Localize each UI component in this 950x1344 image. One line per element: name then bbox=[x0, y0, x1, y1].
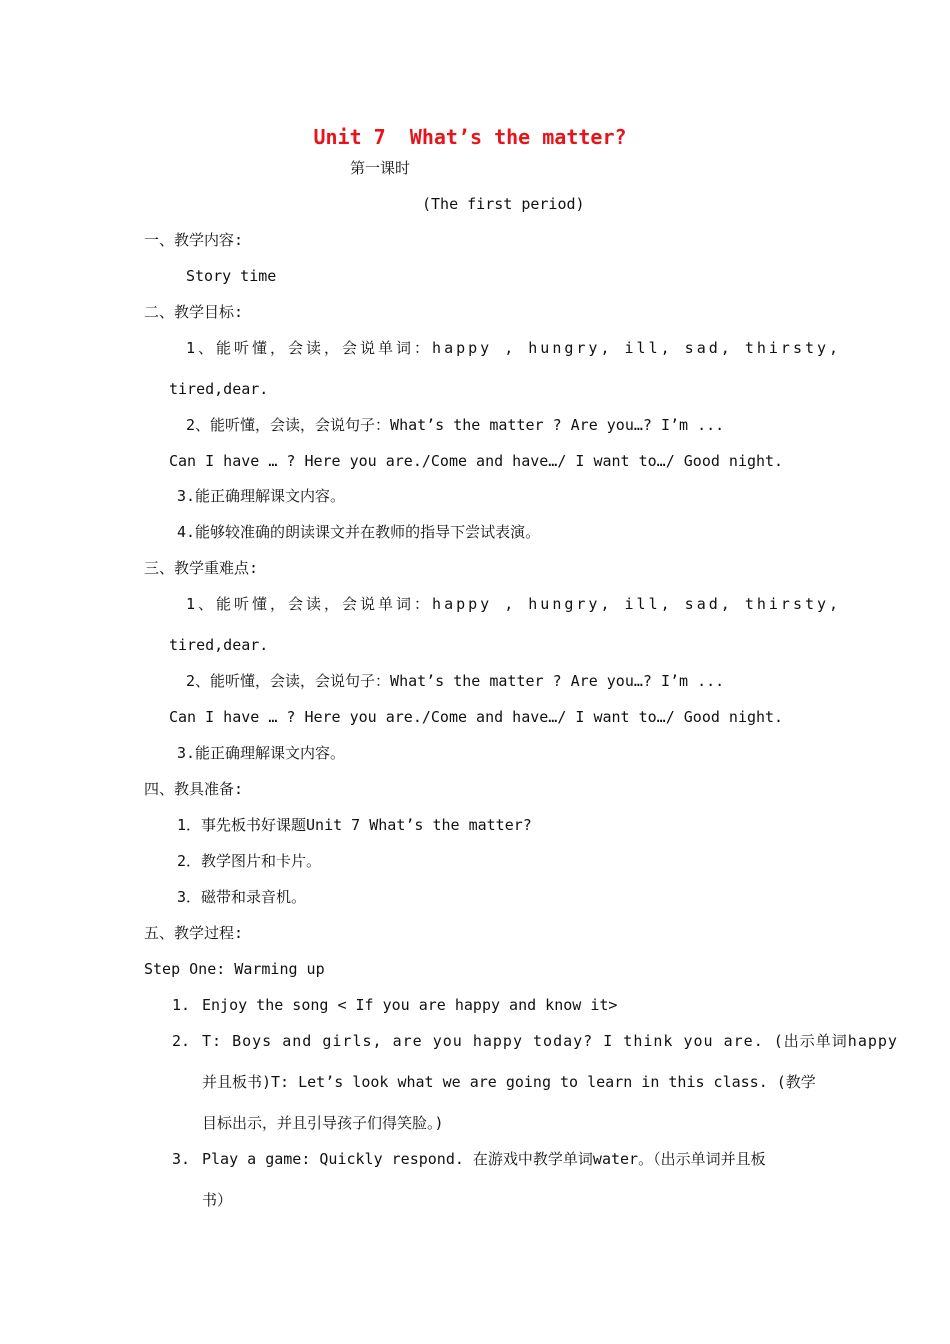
goal-1-line-2: tired,dear. bbox=[169, 380, 269, 398]
step-2-number: 2. bbox=[172, 1032, 191, 1050]
step-2-line-1: T: Boys and girls, are you happy today? I think you are. (出示单词happy bbox=[202, 1032, 898, 1050]
step-1-number: 1. bbox=[172, 996, 191, 1014]
goal-3: 3.能正确理解课文内容。 bbox=[177, 487, 346, 505]
step-one-heading: Step One: Warming up bbox=[144, 960, 325, 978]
process-heading: 五、教学过程: bbox=[144, 924, 244, 942]
step-2-line-2: 并且板书)T: Let’s look what we are going to learn in this class. (教学 bbox=[202, 1073, 816, 1091]
aid-3: 3．磁带和录音机。 bbox=[177, 888, 307, 906]
key-point-3: 3.能正确理解课文内容。 bbox=[177, 744, 346, 762]
step-3-line-2: 书） bbox=[202, 1191, 233, 1209]
goal-2-line-1: 2、能听懂，会读，会说句子：What’s the matter ? Are you…? I’m ... bbox=[186, 416, 725, 434]
step-2-line-3: 目标出示，并且引导孩子们得笑脸。) bbox=[202, 1114, 444, 1132]
step-3-line-1: Play a game: Quickly respond. 在游戏中教学单词water。（出示单词并且板 bbox=[202, 1150, 766, 1168]
content-item: Story time bbox=[186, 267, 277, 285]
goals-heading: 二、教学目标: bbox=[144, 303, 244, 321]
aid-1: 1．事先板书好课题Unit 7 What’s the matter? bbox=[177, 816, 532, 834]
goal-2-line-2: Can I have … ? Here you are./Come and have…/ I want to…/ Good night. bbox=[169, 452, 784, 470]
content-heading: 一、教学内容: bbox=[144, 231, 244, 249]
key-point-2-line-2: Can I have … ? Here you are./Come and have…/ I want to…/ Good night. bbox=[169, 708, 784, 726]
page-title: Unit 7 What’s the matter? bbox=[313, 125, 627, 149]
key-point-2-line-1: 2、能听懂，会读，会说句子：What’s the matter ? Are you…? I’m ... bbox=[186, 672, 725, 690]
aids-heading: 四、教具准备: bbox=[144, 780, 244, 798]
step-3-number: 3. bbox=[172, 1150, 191, 1168]
step-1-text: Enjoy the song < If you are happy and know it> bbox=[202, 996, 618, 1014]
period-label: (The first period) bbox=[422, 195, 585, 213]
key-point-1-line-2: tired,dear. bbox=[169, 636, 269, 654]
key-points-heading: 三、教学重难点: bbox=[144, 559, 259, 577]
goal-1-line-1: 1、能听懂，会读，会说单词：happy , hungry, ill, sad, thirsty, bbox=[186, 339, 842, 357]
key-point-1-line-1: 1、能听懂，会读，会说单词：happy , hungry, ill, sad, thirsty, bbox=[186, 595, 842, 613]
aid-2: 2．教学图片和卡片。 bbox=[177, 852, 322, 870]
goal-4: 4.能够较准确的朗读课文并在教师的指导下尝试表演。 bbox=[177, 523, 541, 541]
lesson-subtitle: 第一课时 bbox=[350, 159, 411, 177]
